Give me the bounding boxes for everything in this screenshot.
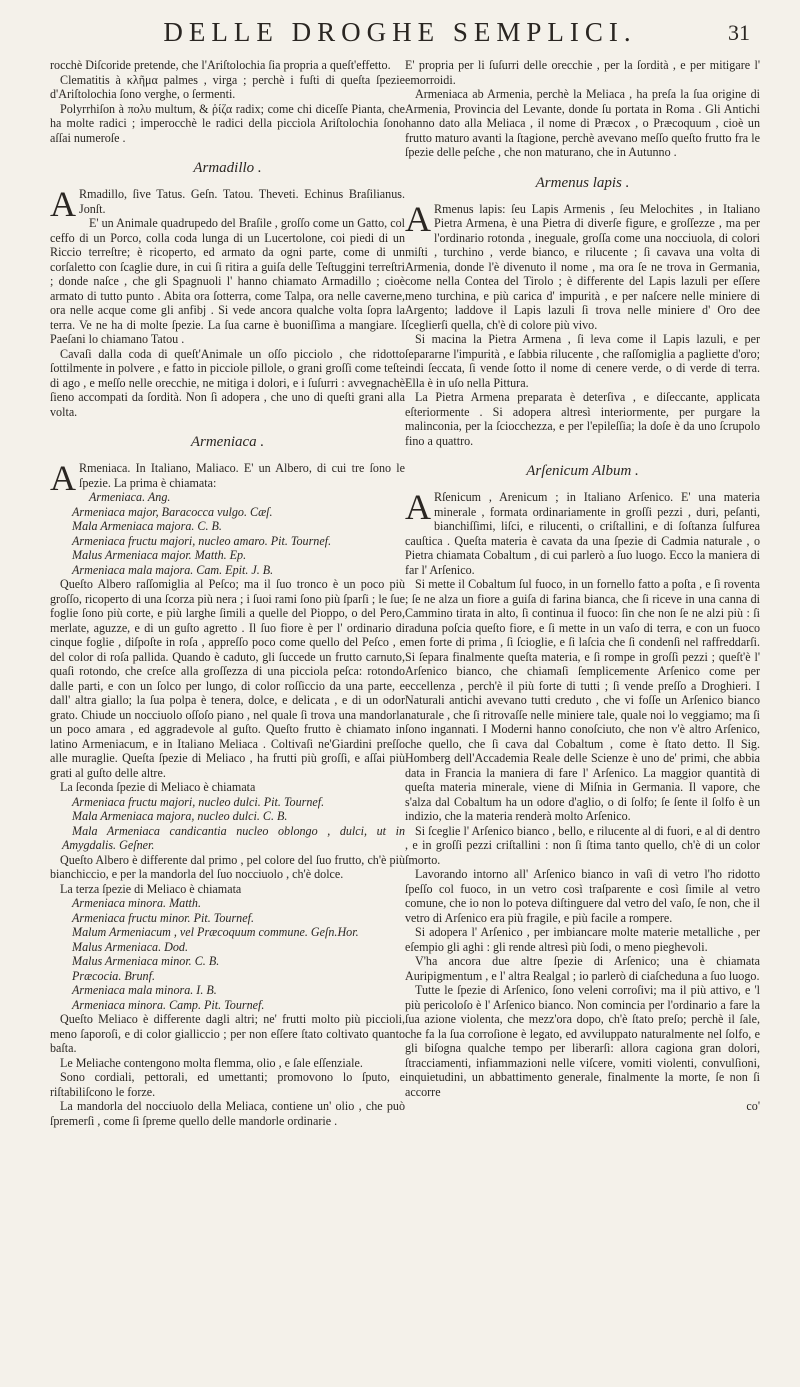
catchword: co' [746, 1099, 760, 1113]
synonym-line: Armeniaca. Ang. [89, 490, 171, 504]
paragraph: V'ha ancora due altre ſpezie di Arſenico; una è chiamata Auripigmentum , e l' altra Realgal ; io parlerò di ciaſcheduna a ſuo luogo. [405, 954, 760, 983]
synonym-line: Armeniaca fructu minor. Pit. Tournef. [72, 910, 254, 925]
paragraph: Lavorando intorno all' Arſenico bianco in vaſi di vetro l'ho ridotto ſpeſſo col fuoco, in un vetro così traſparente e così ſimile al vetro comune, che io non lo poteva diſtinguere dal vetro del vaſo, ſe non, che il vetro di Arſenico era più fragile, e più facile a rompere. [405, 867, 760, 925]
paragraph: Cavaſi dalla coda di queſt'Animale un oſſo picciolo , che ridotto ſottilmente in polvere , e fatto in picciole pillole, o grani groſſi come teſte di ago , e meſſo nelle orecchie, ne mitiga i dolori, e i ſuſurri : avvegnachè ſieno accompati da ſordità. Non ſi adopera , che uno di queſti grani alla volta. [50, 346, 405, 419]
right-column [405, 58, 760, 1114]
paragraph: Le Meliache contengono molta flemma, olio , e ſale eſſenziale. [60, 1055, 363, 1070]
synonym-line: Mala Armeniaca candicantia nucleo oblongo , dulci, ut in Amygdalis. Geſner. [62, 823, 405, 852]
entry-text: Rmenus lapis: ſeu Lapis Armenis , ſeu Melochites , in Italiano Pietra Armena, è una Pietra di diverſe figure, e groſſezze , ma per l'ordinario rotonda , ineguale, groſſa come una nocciuola, di colori miſti , turchino , verde bianco, e rilucente ; ſi cavava una volta di Armenia, donde l'è divenuto il nome , ma ora ſe ne trova in Germania, come nella Contea del Tirolo ; è differente del Lapis lazuli per eſſere meno turchina, e più carica d' impurità , e per naſcere nelle miniere di Argento; laddove il Lapis lazuli ſi trova nelle miniere d' Oro dee ſceglierſi quella, ch'è di colore più vivo. [405, 201, 760, 332]
paragraph: Polyrrhiſon à πολυ multum, & ῥίζα radix; come chi diceſſe Pianta, che ha molte radici ; imperocchè le radici della picciola Ariſtolochia ſono aſſai numeroſe . [50, 101, 405, 145]
synonym-line: Malum Armeniacum , vel Præcoquum commune. Geſn.Hor. [72, 925, 359, 939]
paragraph: Si ſceglie l' Arſenico bianco , bello, e rilucente al di fuori, e al di dentro , e in groſſi pezzi criſtallini : non ſi ſtima tanto quello, ch'è di un color ſmorto. [405, 823, 760, 867]
paragraph: Sono cordiali, pettorali, ed umettanti; promovono lo ſputo, e riſtabiliſcono le forze. [50, 1070, 405, 1099]
paragraph: Clematitis à κλῆμα palmes , virga ; perchè i fuſti di queſta ſpezie d'Ariſtolochia ſono verghe, o ſermenti. [50, 72, 405, 101]
entry-first-paragraph [405, 198, 760, 333]
entry-text: Rmeniaca. In Italiano, Maliaco. E' un Albero, di cui tre ſono le ſpezie. La prima è chiamata: [79, 461, 405, 490]
entry-first-paragraph [50, 184, 405, 224]
page-header [0, 18, 800, 46]
synonym-line: Malus Armeniaca minor. C. B. [72, 954, 220, 968]
paragraph: Si adopera l' Arſenico , per imbiancare molte materie metalliche , per eſempio gli aghi : gli rende altresì più ſodi, o meno pieghevoli. [405, 925, 760, 954]
paragraph: E' propria per li ſuſurri delle orecchie , per la ſordità , e per mitigare l' emorroidi. [405, 58, 760, 87]
synonym-line: Malus Armeniaca. Dod. [72, 939, 189, 954]
entry-heading-arsenicum: Arſenicum Album . [526, 463, 639, 479]
synonym-line: Armeniaca fructu majori, nucleo dulci. Pit. Tournef. [72, 794, 325, 809]
entry-heading-armadillo: Armadillo . [193, 160, 262, 176]
drop-cap: A [50, 458, 76, 498]
paragraph: Armeniaca ab Armenia, perchè la Meliaca , ha preſa la ſua origine di Armenia, Provincia del Levante, donde ſu portata in Roma . Gli Antichi hanno dato alla Meliaca , il nome di Præcox , o Præcoquum , cioè un frutto maturo avanti la ſtagione, perchè avevano meſſo queſto frutto fra le ſpezie delle peſche , che non maturano, che in Autunno . [405, 87, 760, 159]
paragraph: La terza ſpezie di Meliaco è chiamata [60, 881, 242, 896]
entry-text: Rmadillo, ſive Tatus. Geſn. Tatou. Theveti. Echinus Braſilianus. Jonſt. [79, 187, 405, 216]
paragraph: La mandorla del nocciuolo della Meliaca, contiene un' olio , che può ſpremerſi , come ſi ſpreme quello delle mandorle ordinarie . [50, 1099, 405, 1128]
paragraph: Si mette il Cobaltum ſul fuoco, in un fornello fatto a poſta , e ſi roventa ; ſe ne alza un fiore a guiſa di farina bianca, che ſi riceve in una canna di Cammino tirata in alto, ſi continua il fuoco: ſin che non ſe ne alzi più : ſi raduna poſcia queſto fiore, e ſi mette in un vaſo di terra, e con un fuoco men forte di prima , ſi ſcioglie, e ſi laſcia che ſi condenſi nel raffreddarſi. Si ſepara finalmente queſta materia, e ſi rompe in groſſi pezzi ; queſt'è l' Arſenico bianco, che chiamaſi ſemplicemente Arſenico come per eccellenza , perch'è il più forte di tutti ; ſi vende preſſo a Droghieri. I Naturali antichi avevano tutti creduto , che vi foſſe un Arſenico bianco naturale , che ſi ritrovaſſe nelle miniere tale, quale noi lo veggiamo; ma ſi ſono ingannati. I Moderni hanno conoſciuto, che non v'è altro Arſenico, che quello, che ſi cava dal Cobaltum , come è ſtato detto. Il Sig. Homberg dell'Accademia Reale delle Scienze è uno de' primi, che abbia data in Francia la maniera di fare l' Arſenico. La maggior quantità di queſta materia minerale, viene di Miſnia in Germania. Il vapore, che s'alza dal Cobaltum ha un odore d'aglio, o di ſolfo; ſe ſente il ſolfo è un indizio, che la materia renderà molto Arſenico. [405, 577, 760, 823]
synonym-line: Armeniaca mala minora. I. B. [72, 983, 217, 997]
paragraph: La Pietra Armena preparata è deterſiva , e diſeccante, applicata eſteriormente . Si adopera altresì interiormente, per purgare la malinconia, per la ſciocchezza, e per l'epileſſia; la doſe è da uno ſcrupolo fino a quattro. [405, 390, 760, 448]
drop-cap: A [50, 184, 76, 224]
paragraph: E' un Animale quadrupedo del Braſile , groſſo come un Gatto, col ceffo di un Porco, colla coda lunga di un Lucertolone, coi piedi di un Riccio terreſtre; è ricoperto, ed armato da ogni parte, come di un corſaletto con ſcaglie dure, in cui ſi ritira a guiſa delle Teſtuggini terreſtri ; donde naſce , che gli Spagnuoli l' hanno chiamato Armadillo ; cioè armato di tutto punto . Abita ora ſotterra, come Talpa, ora nelle caverne, ora nelle acque come gli anfibj . Si vede ancora qualche volta ſopra la terra. Ve ne ha di molte ſpezie. La ſua carne è buoniſſima a mangiare. I Paeſani lo chiamano Tatou . [50, 216, 405, 346]
paragraph: Queſto Albero raſſomiglia al Peſco; ma il ſuo tronco è un poco più groſſo, ricoperto di una ſcorza più nera ; i ſuoi rami ſono più ſparſi ; le ſue foglie ſono più corte, e più larghe ſimili a quelle del Pioppo, o del Pero, merlate, aguzze, e di un guſto agretto . Il ſuo fiore è per l' ordinario di cinque foglie , diſpoſte in roſa , appreſſo poco come quello del Peſco , e del color di roſa pallida. Quando è caduto, gli ſuccede un frutto carnuto, quaſi rotondo, che creſce alla groſſezza di una picciola peſca: rotondo dalle parti, e con un ſolco per lungo, di color roſſiccio da una parte, e dall' altra giallo; la ſua polpa è tenera, dolce, e delicata , e di un odor grato. Chiude un nocciuolo oſſoſo piano , nel quale ſi trova una mandorla un poco amara , ed aggradevole al guſto. Queſto frutto è chiamato in latino Armeniacum, e in Italiano Meliaca . Coltivaſi ne'Giardini preſſo alle muraglie. Queſta ſpezie di Meliaco , ha frutti più groſſi, e aſſai più grati al guſto delle altre. [50, 577, 405, 780]
synonym-line: Armeniaca minora. Camp. Pit. Tournef. [72, 997, 265, 1012]
running-title: DELLE DROGHE SEMPLICI. [163, 17, 637, 47]
synonym-line: Malus Armeniaca major. Matth. Ep. [72, 548, 247, 562]
paragraph: Queſto Meliaco è differente dagli altri; ne' frutti molto più piccioli, meno ſaporoſi, e di color gialliccio ; per non eſſere ſtato coltivato quanto baſta. [50, 1012, 405, 1055]
paragraph: rocchè Diſcoride pretende, che l'Ariſtolochia ſia propria a queſt'effetto. [50, 58, 391, 72]
synonym-line: Mala Armeniaca majora. C. B. [72, 519, 222, 533]
synonym-line: Mala Armeniaca majora, nucleo dulci. C. B. [72, 809, 288, 823]
page-number: 31 [728, 20, 750, 45]
drop-cap: A [405, 487, 431, 527]
synonym-line: Armeniaca major, Baracocca vulgo. Cæſ. [72, 504, 273, 519]
drop-cap: A [405, 198, 431, 239]
left-column [50, 58, 405, 1128]
synonym-line: Armeniaca minora. Matth. [72, 896, 201, 910]
synonym-line: Præcocia. Brunf. [72, 968, 155, 983]
paragraph: La ſeconda ſpezie di Meliaco è chiamata [60, 780, 256, 794]
paragraph: Si macina la Pietra Armena , ſi leva come il Lapis lazuli, e per ſepararne l'impurità , e ſabbia rilucente , che raſſomiglia a pagliette d'oro; indi ſeccata, ſi vende ſotto il nome di cenere verde, o di verde di terra. Ella è in uſo nella Pittura. [405, 332, 760, 390]
entry-text: Rſenicum , Arenicum ; in Italiano Arſenico. E' una materia minerale , formata ordinariamente in groſſi pezzi , duri, peſanti, bianchiſſimi, liſci, e rilucenti, o criſtallini, e di ſoſtanza ſulfurea cauſtica . Queſta materia è cavata da una ſpezie di Cadmia naturale , o Pietra chiamata Cobaltum , di cui parlerò a ſuo luogo. Ecco la maniera di far l' Arſenico. [405, 490, 760, 577]
synonym-line: Armeniaca mala majora. Cam. Epit. J. B. [72, 562, 274, 577]
synonym-line: Armeniaca fructu majori, nucleo amaro. Pit. Tournef. [72, 533, 332, 548]
entry-heading-armenus-lapis: Armenus lapis . [535, 174, 630, 191]
entry-heading-armeniaca: Armeniaca . [190, 434, 265, 450]
paragraph: Tutte le ſpezie di Arſenico, ſono veleni corroſivi; ma il più attivo, e 'l più pericoloſo è l' Arſenico bianco. Non comincia per l'ordinario a fare la ſua azione violenta, che mezz'ora dopo, ch'è ſtato preſo; perchè il ſale, che fa la ſua corroſione è legato, ed avviluppato naturalmente nel ſolfo, e gli biſogna qualche tempo per liberarſi: allora cagiona gran dolori, ſtracciamenti, infiammazioni nelle viſcere, vomiti violenti, convulſioni, inquietudini, un abbattimento generale, finalmente la morte, ſe non ſi accorre [405, 983, 760, 1099]
paragraph: Queſto Albero è differente dal primo , pel colore del ſuo frutto, ch'è più bianchiccio, e per la mandorla del ſuo nocciuolo , ch'è dolce. [50, 852, 405, 881]
entry-first-paragraph [405, 487, 760, 577]
